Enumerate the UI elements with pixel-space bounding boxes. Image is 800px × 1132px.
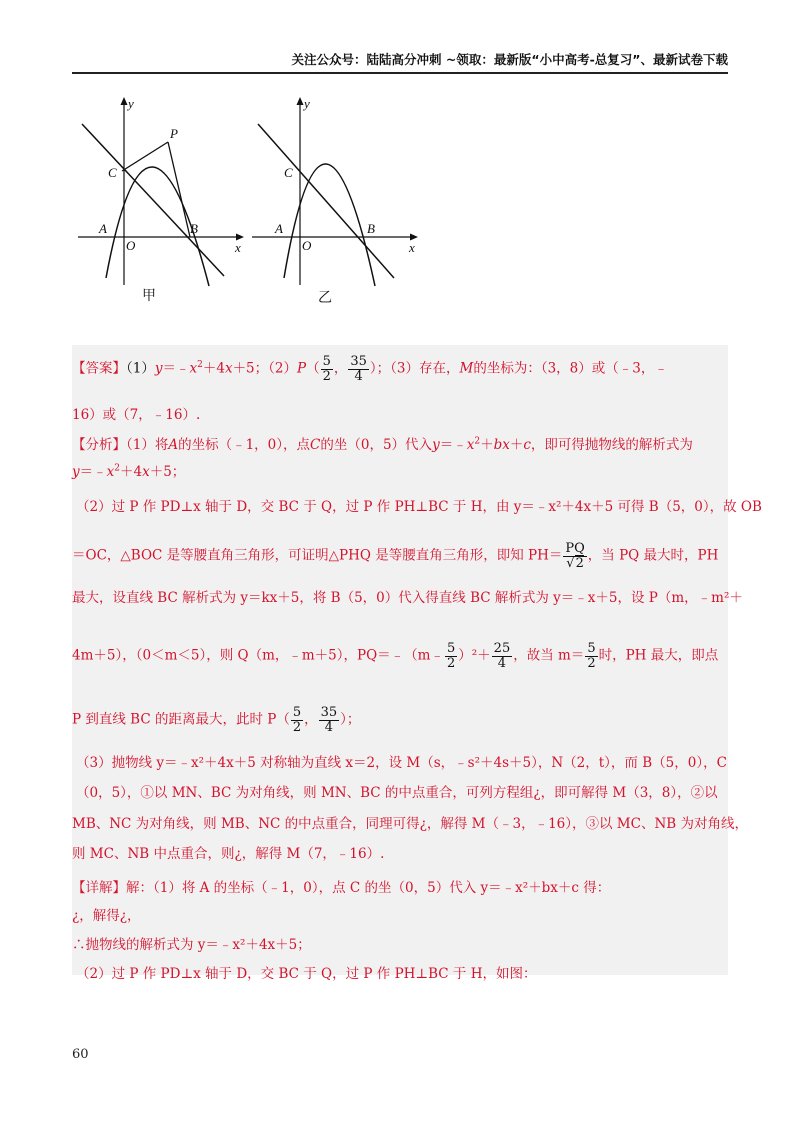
fraction: $\frac{5}{2}$ xyxy=(322,354,331,384)
page-header: 关注公众号：陆陆高分冲刺 ~领取：最新版“小中高考-总复习”、最新试卷下载 xyxy=(291,52,728,67)
detail-line-3: ∴抛物线的解析式为 y＝﹣x²＋4x＋5； xyxy=(72,937,311,953)
parabola-figures xyxy=(72,90,472,320)
analysis-line-7: P 到直线 BC 的距离最大，此时 P（ $\frac{5}{2}$ ， $\frac{35}{4}$ ）； xyxy=(72,705,361,735)
analysis-line-5: 最大，设直线 BC 解析式为 y＝kx＋5，将 B（5，0）代入得直线 BC 解析式为 y＝﹣x＋5，设 P（m，﹣m²＋ xyxy=(72,590,743,606)
fraction-pq-root2: $\frac{PQ}{√2}$ xyxy=(565,541,585,571)
fraction: $\frac{5}{2}$ xyxy=(446,641,456,671)
answer-line-2: 16）或（7，﹣16）. xyxy=(72,407,201,423)
figure-yi xyxy=(252,96,418,306)
header-divider xyxy=(72,72,728,74)
answer-label: 【答案】 xyxy=(72,360,126,377)
fig-yi-point-c: C xyxy=(284,165,293,180)
fig-jia-point-b: B xyxy=(190,221,198,236)
solution-box xyxy=(72,345,762,982)
fig-yi-point-a: A xyxy=(275,221,283,236)
fig-jia-x-label: x xyxy=(235,240,241,255)
fig-jia-point-o: O xyxy=(126,238,136,253)
analysis-line-1: 【分析】（1）将A的坐标（﹣1，0），点C的坐（0，5）代入$y=﹣x^2+bx+c$，即可得抛物线的解析式为 xyxy=(72,436,693,453)
page-number: 60 xyxy=(72,1047,89,1062)
fig-jia-point-p: P xyxy=(170,126,178,141)
fig-jia-y-label: y xyxy=(128,96,134,111)
analysis-line-3: （2）过 P 作 PD⊥x 轴于 D，交 BC 于 Q，过 P 作 PH⊥BC 于 H，由 y＝﹣x²＋4x＋5 可得 B（5，0），故 OB xyxy=(76,499,762,515)
fig-yi-caption: 乙 xyxy=(318,290,332,306)
fraction: $\frac{5}{2}$ xyxy=(587,641,596,671)
answer-line-1: 【答案】$(1)y=﹣x^2+4x+5$；（2）P（ $\frac{5}{2}$ ， $\frac{35}{4}$ ）；（3）存在，M的坐标为：（3，8）或（﹣3，﹣ xyxy=(72,354,668,384)
analysis-line-2: $y=﹣x^2+4x+5$； xyxy=(72,463,186,480)
fraction: $\frac{35}{4}$ xyxy=(350,354,367,384)
analysis-line-6: 4m＋5），（0＜m＜5），则 Q（m，﹣m＋5），PQ＝﹣（m﹣ $\frac{5}{2}$ ）²＋ $\frac{25}{4}$ ，故当 m＝ $\frac{5}{2}$ 时，PH 最大，即点 xyxy=(72,641,719,671)
analysis-line-8: （3）抛物线 y＝﹣x²＋4x＋5 对称轴为直线 x＝2，设 M（s，﹣s²＋4s＋5），N（2，t），而 B（5，0），C xyxy=(76,755,727,771)
detail-line-2: ¿，解得¿， xyxy=(72,908,141,924)
fraction: $\frac{25}{4}$ xyxy=(493,641,511,671)
fig-yi-y-label: y xyxy=(304,96,310,111)
fraction: $\frac{5}{2}$ xyxy=(292,705,302,735)
detail-line-1: 【详解】解：（1）将 A 的坐标（﹣1，0），点 C 的坐（0，5）代入 y＝﹣x²＋bx＋c 得： xyxy=(72,880,611,896)
fig-yi-x-label: x xyxy=(409,240,415,255)
analysis-line-10: MB、NC 为对角线，则 MB、NC 的中点重合，同理可得¿，解得 M（﹣3，﹣16），③以 MC、NB 为对角线， xyxy=(72,816,748,832)
figure-jia xyxy=(78,96,244,304)
detail-label: 【详解】 xyxy=(72,880,126,896)
analysis-label: 【分析】 xyxy=(72,437,126,453)
fraction: $\frac{35}{4}$ xyxy=(320,705,338,735)
fig-jia-point-c: C xyxy=(108,165,117,180)
detail-line-4: （2）过 P 作 PD⊥x 轴于 D，交 BC 于 Q，过 P 作 PH⊥BC 于 H，如图： xyxy=(76,966,537,982)
fig-yi-point-b: B xyxy=(367,221,375,236)
analysis-line-11: 则 MC、NB 中点重合，则¿，解得 M（7，﹣16）. xyxy=(72,846,385,862)
analysis-line-4: ＝OC，△BOC 是等腰直角三角形，可证明△PHQ 是等腰直角三角形，即知 PH＝ $\frac{PQ}{√2}$ ，当 PQ 最大时，PH xyxy=(72,541,719,571)
fig-yi-point-o: O xyxy=(302,238,312,253)
fig-jia-point-a: A xyxy=(99,221,107,236)
fig-jia-caption: 甲 xyxy=(142,288,156,304)
analysis-line-9: （0，5），①以 MN、BC 为对角线，则 MN、BC 的中点重合，可列方程组¿，即可解得 M（3，8），②以 xyxy=(76,785,718,801)
